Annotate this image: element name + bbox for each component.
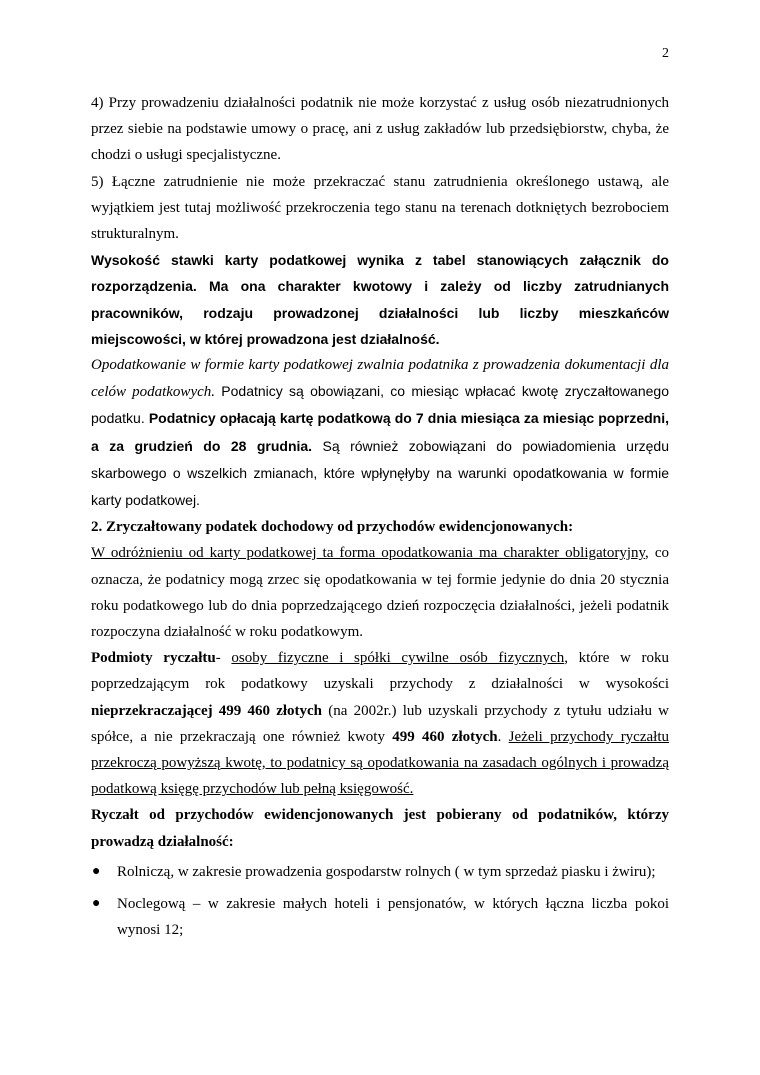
podmioty-label: Podmioty ryczałtu <box>91 650 216 667</box>
document-body <box>91 90 669 950</box>
podmioty-text-3: . <box>497 728 509 745</box>
bullet-icon: ● <box>92 896 101 912</box>
podmioty-dash: - <box>215 650 232 667</box>
heading-2-text: 2. Zryczałtowany podatek dochodowy od przychodów ewidencjonowanych: <box>91 519 574 536</box>
podmioty-amount-1: nieprzekraczającej 499 460 złotych <box>91 702 323 719</box>
list-item-text: Rolniczą, w zakresie prowadzenia gospodarstw rolnych ( w tym sprzedaż piasku i żwiru); <box>117 863 656 880</box>
opodatkowanie-bold: Podatnicy opłacają kartę podatkową do 7 dnia miesiąca za miesiąc poprzedni, a za grudzień do 28 grudnia. <box>91 410 670 454</box>
opodatkowanie-text1: Podatnicy są obowiązani, co miesiąc wpłacać kwotę zryczałtowanego podatku. <box>91 383 669 427</box>
podmioty-text-2: (na 2002r.) lub uzyskali przychody z tytułu udziału w spółce, a nie przekraczają one również kwoty <box>91 702 669 745</box>
podmioty-underlined-2: Jeżeli przychody ryczałtu przekroczą powyższą kwotę, to podatnicy są opodatkowania na zasadach ogólnych i prowadzą podatkową księgę przychodów lub pełną księgowość. <box>91 728 669 798</box>
paragraph-opodatkowanie <box>91 352 669 514</box>
paragraph-item-5: 5) Łączne zatrudnienie nie może przekraczać stanu zatrudnienia określonego ustawą, ale wyjątkiem jest tutaj możliwość przekroczenia tego stanu na terenach dotkniętych bezrobociem strukturalnym. <box>91 173 669 243</box>
opodatkowanie-text2: Są również zobowiązani do powiadomienia urzędu skarbowego o wszelkich zmianach, które wpłynęłyby na warunki opodatkowania w formie karty podatkowej. <box>91 437 669 509</box>
section-heading-2 <box>91 514 669 540</box>
list-item <box>91 891 669 943</box>
activity-list <box>91 859 669 944</box>
paragraph-stawka: Wysokość stawki karty podatkowej wynika z tabel stanowiących załącznik do rozporządzenia. Ma ona charakter kwotowy i zależy od liczby zatrudnianych pracowników, rodzaju prowadzonej działalności lub liczby mieszkańców miejscowości, w której prowadzona jest działalność. <box>91 252 669 347</box>
bullet-icon: ● <box>92 863 101 879</box>
podmioty-text-1: , które w roku poprzedzającym rok podatkowy uzyskali przychody z działalności w wysokości <box>91 650 669 693</box>
list-item-text: Noclegową – w zakresie małych hoteli i pensjonatów, w których łączna liczba pokoi wynosi 12; <box>117 896 669 939</box>
obligatory-rest: , co oznacza, że podatnicy mogą zrzec się opodatkowania w tej formie jedynie do dnia 20 stycznia roku podatkowego lub do dnia poprzedzającego dzień rozpoczęcia działalności, jeżeli podatnik rozpoczyna działalność w roku podatkowym. <box>91 545 669 641</box>
obligatory-underlined: W odróżnieniu od karty podatkowej ta forma opodatkowania ma charakter obligatoryjny <box>91 545 646 562</box>
ryczalt-heading <box>91 802 669 854</box>
podmioty-amount-2: 499 460 złotych <box>392 728 498 745</box>
podmioty-underlined-1: osoby fizyczne i spółki cywilne osób fizycznych <box>231 650 565 667</box>
paragraph-obligatory <box>91 540 669 645</box>
opodatkowanie-italic: Opodatkowanie w formie karty podatkowej zwalnia podatnika z prowadzenia dokumentacji dla celów podatkowych. <box>91 357 669 401</box>
paragraph-item-4: 4) Przy prowadzeniu działalności podatnik nie może korzystać z usług osób niezatrudnionych przez siebie na podstawie umowy o pracę, ani z usług zakładów lub przedsiębiorstw, chyba, że chodzi o usługi specjalistyczne. <box>91 95 669 164</box>
list-item <box>91 859 669 885</box>
ryczalt-heading-text: Ryczałt od przychodów ewidencjonowanych jest pobierany od podatników, którzy prowadzą działalność: <box>91 807 669 850</box>
page-number: 2 <box>662 46 669 61</box>
paragraph-podmioty <box>91 645 669 802</box>
